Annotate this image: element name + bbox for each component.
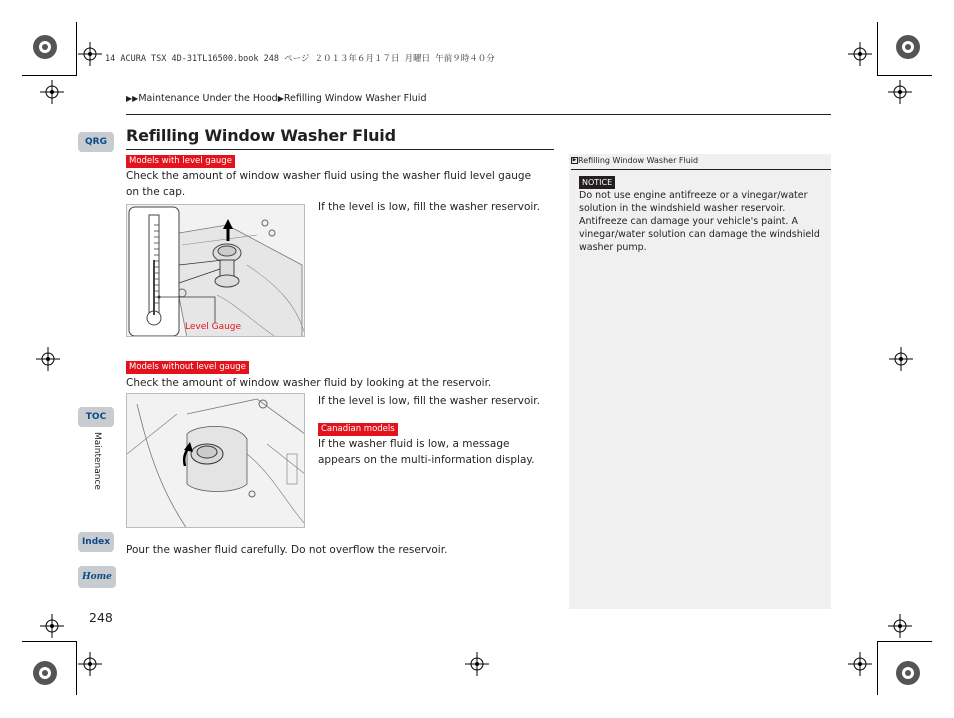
registration-crosshair-icon [465, 652, 489, 676]
print-header-stamp: 14 ACURA TSX 4D-31TL16500.book 248 ページ ２０１３年６月１７日 月曜日 午前９時４０分 [105, 54, 495, 64]
washer-reservoir-illustration [127, 394, 305, 528]
registration-crosshair-icon [40, 80, 64, 104]
breadcrumb-arrow-icon: ▶▶ [126, 94, 139, 103]
registration-crosshair-icon [78, 42, 102, 66]
toc-tab[interactable]: TOC [78, 407, 114, 427]
breadcrumb-item-maintenance[interactable]: Maintenance Under the Hood [138, 93, 278, 104]
no-gauge-intro: Check the amount of window washer fluid by looking at the reservoir. [126, 377, 492, 389]
registration-target-icon [30, 658, 60, 688]
level-gauge-instruction: If the level is low, fill the washer reservoir. [318, 201, 540, 213]
registration-crosshair-icon [889, 347, 913, 371]
registration-crosshair-icon [78, 652, 102, 676]
registration-target-icon [893, 658, 923, 688]
breadcrumb-arrow-icon: ▶ [277, 94, 284, 103]
side-note-heading-text: Refilling Window Washer Fluid [578, 156, 699, 165]
registration-target-icon [893, 32, 923, 62]
breadcrumb-item-current: Refilling Window Washer Fluid [283, 93, 427, 104]
models-with-level-gauge-tag: Models with level gauge [126, 155, 235, 168]
level-gauge-figure [126, 204, 305, 337]
index-tab[interactable]: Index [78, 532, 114, 552]
level-gauge-intro: Check the amount of window washer fluid using the washer fluid level gauge on the cap. [126, 170, 532, 198]
notice-badge: NOTICE [579, 176, 615, 189]
registration-crosshair-icon [848, 652, 872, 676]
title-divider [126, 149, 554, 150]
qrg-tab[interactable]: QRG [78, 132, 114, 152]
no-gauge-instruction: If the level is low, fill the washer reservoir. [318, 395, 540, 407]
closing-instruction: Pour the washer fluid carefully. Do not overflow the reservoir. [126, 544, 448, 556]
registration-crosshair-icon [888, 80, 912, 104]
registration-crosshair-icon [888, 614, 912, 638]
models-without-level-gauge-tag: Models without level gauge [126, 361, 249, 374]
level-gauge-label: Level Gauge [185, 322, 242, 332]
home-tab[interactable]: Home [78, 566, 116, 588]
registration-crosshair-icon [40, 614, 64, 638]
notice-text: Do not use engine antifreeze or a vinegar/water solution in the windshield washer reservoir. Antifreeze can damage your vehicle's paint. A vinegar/water solution can damage the windshield washer pump. [579, 190, 820, 253]
canadian-models-text: If the washer fluid is low, a message appears on the multi-information display. [318, 438, 535, 466]
breadcrumb [126, 93, 426, 104]
side-note-heading [571, 156, 698, 165]
registration-crosshair-icon [848, 42, 872, 66]
registration-target-icon [30, 32, 60, 62]
washer-cap-illustration [127, 205, 305, 337]
page-title: Refilling Window Washer Fluid [126, 126, 396, 145]
header-divider [126, 114, 831, 115]
reservoir-figure [126, 393, 305, 528]
canadian-models-tag: Canadian models [318, 423, 398, 436]
side-note-divider [571, 169, 831, 170]
section-label: Maintenance [92, 432, 102, 490]
page-number: 248 [89, 610, 113, 625]
registration-crosshair-icon [36, 347, 60, 371]
note-arrow-icon: ▶ [572, 157, 577, 163]
